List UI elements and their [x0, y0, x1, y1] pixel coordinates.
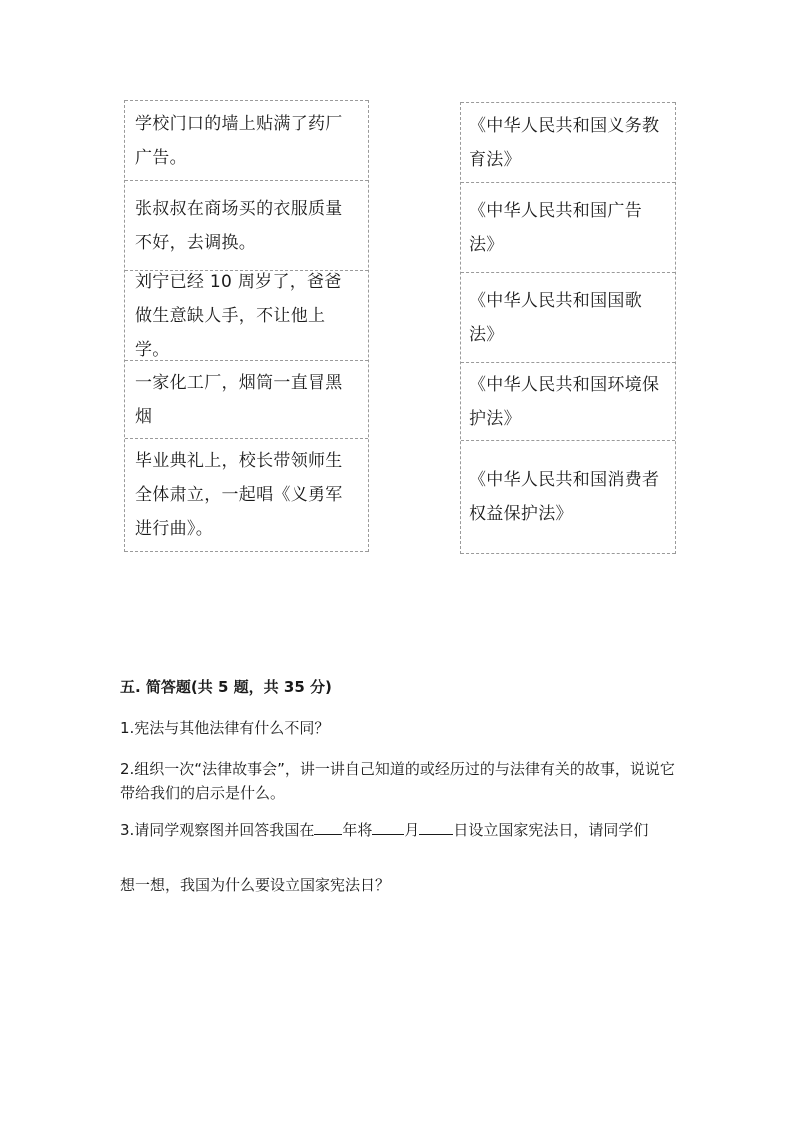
left-item-3[interactable]: 刘宁已经 10 周岁了，爸爸做生意缺人手，不让他上学。 — [125, 270, 368, 360]
question-3-text-a: 3.请同学观察图并回答我国在 — [120, 821, 315, 839]
question-1: 1.宪法与其他法律有什么不同？ — [120, 719, 330, 737]
question-3-text-b: 年将 — [342, 821, 373, 839]
right-item-5[interactable]: 《中华人民共和国消费者权益保护法》 — [461, 440, 675, 554]
section-title: 五. 简答题(共 5 题，共 35 分) — [120, 678, 332, 696]
left-item-2[interactable]: 张叔叔在商场买的衣服质量不好，去调换。 — [125, 180, 368, 270]
day-blank[interactable] — [419, 816, 453, 835]
month-blank[interactable] — [372, 816, 404, 835]
year-blank[interactable] — [314, 816, 342, 835]
matching-right-column — [460, 102, 676, 554]
right-item-4[interactable]: 《中华人民共和国环境保护法》 — [461, 362, 675, 440]
matching-left-column — [124, 100, 369, 552]
right-item-2[interactable]: 《中华人民共和国广告法》 — [461, 182, 675, 272]
right-item-1[interactable]: 《中华人民共和国义务教育法》 — [461, 102, 675, 182]
question-3-continued: 想一想，我国为什么要设立国家宪法日？ — [120, 876, 391, 894]
question-3-text-d: 日设立国家宪法日，请同学们 — [453, 821, 649, 839]
question-3 — [120, 816, 680, 842]
question-3-text-c: 月 — [404, 821, 420, 839]
question-2: 2.组织一次“法律故事会”，讲一讲自己知道的或经历过的与法律有关的故事，说说它带给我们的启示是什么。 — [120, 760, 675, 802]
right-item-3[interactable]: 《中华人民共和国国歌法》 — [461, 272, 675, 362]
left-item-1[interactable]: 学校门口的墙上贴满了药厂广告。 — [125, 100, 368, 180]
left-item-5[interactable]: 毕业典礼上，校长带领师生全体肃立，一起唱《义勇军进行曲》。 — [125, 438, 368, 552]
left-item-4[interactable]: 一家化工厂，烟筒一直冒黑烟 — [125, 360, 368, 438]
